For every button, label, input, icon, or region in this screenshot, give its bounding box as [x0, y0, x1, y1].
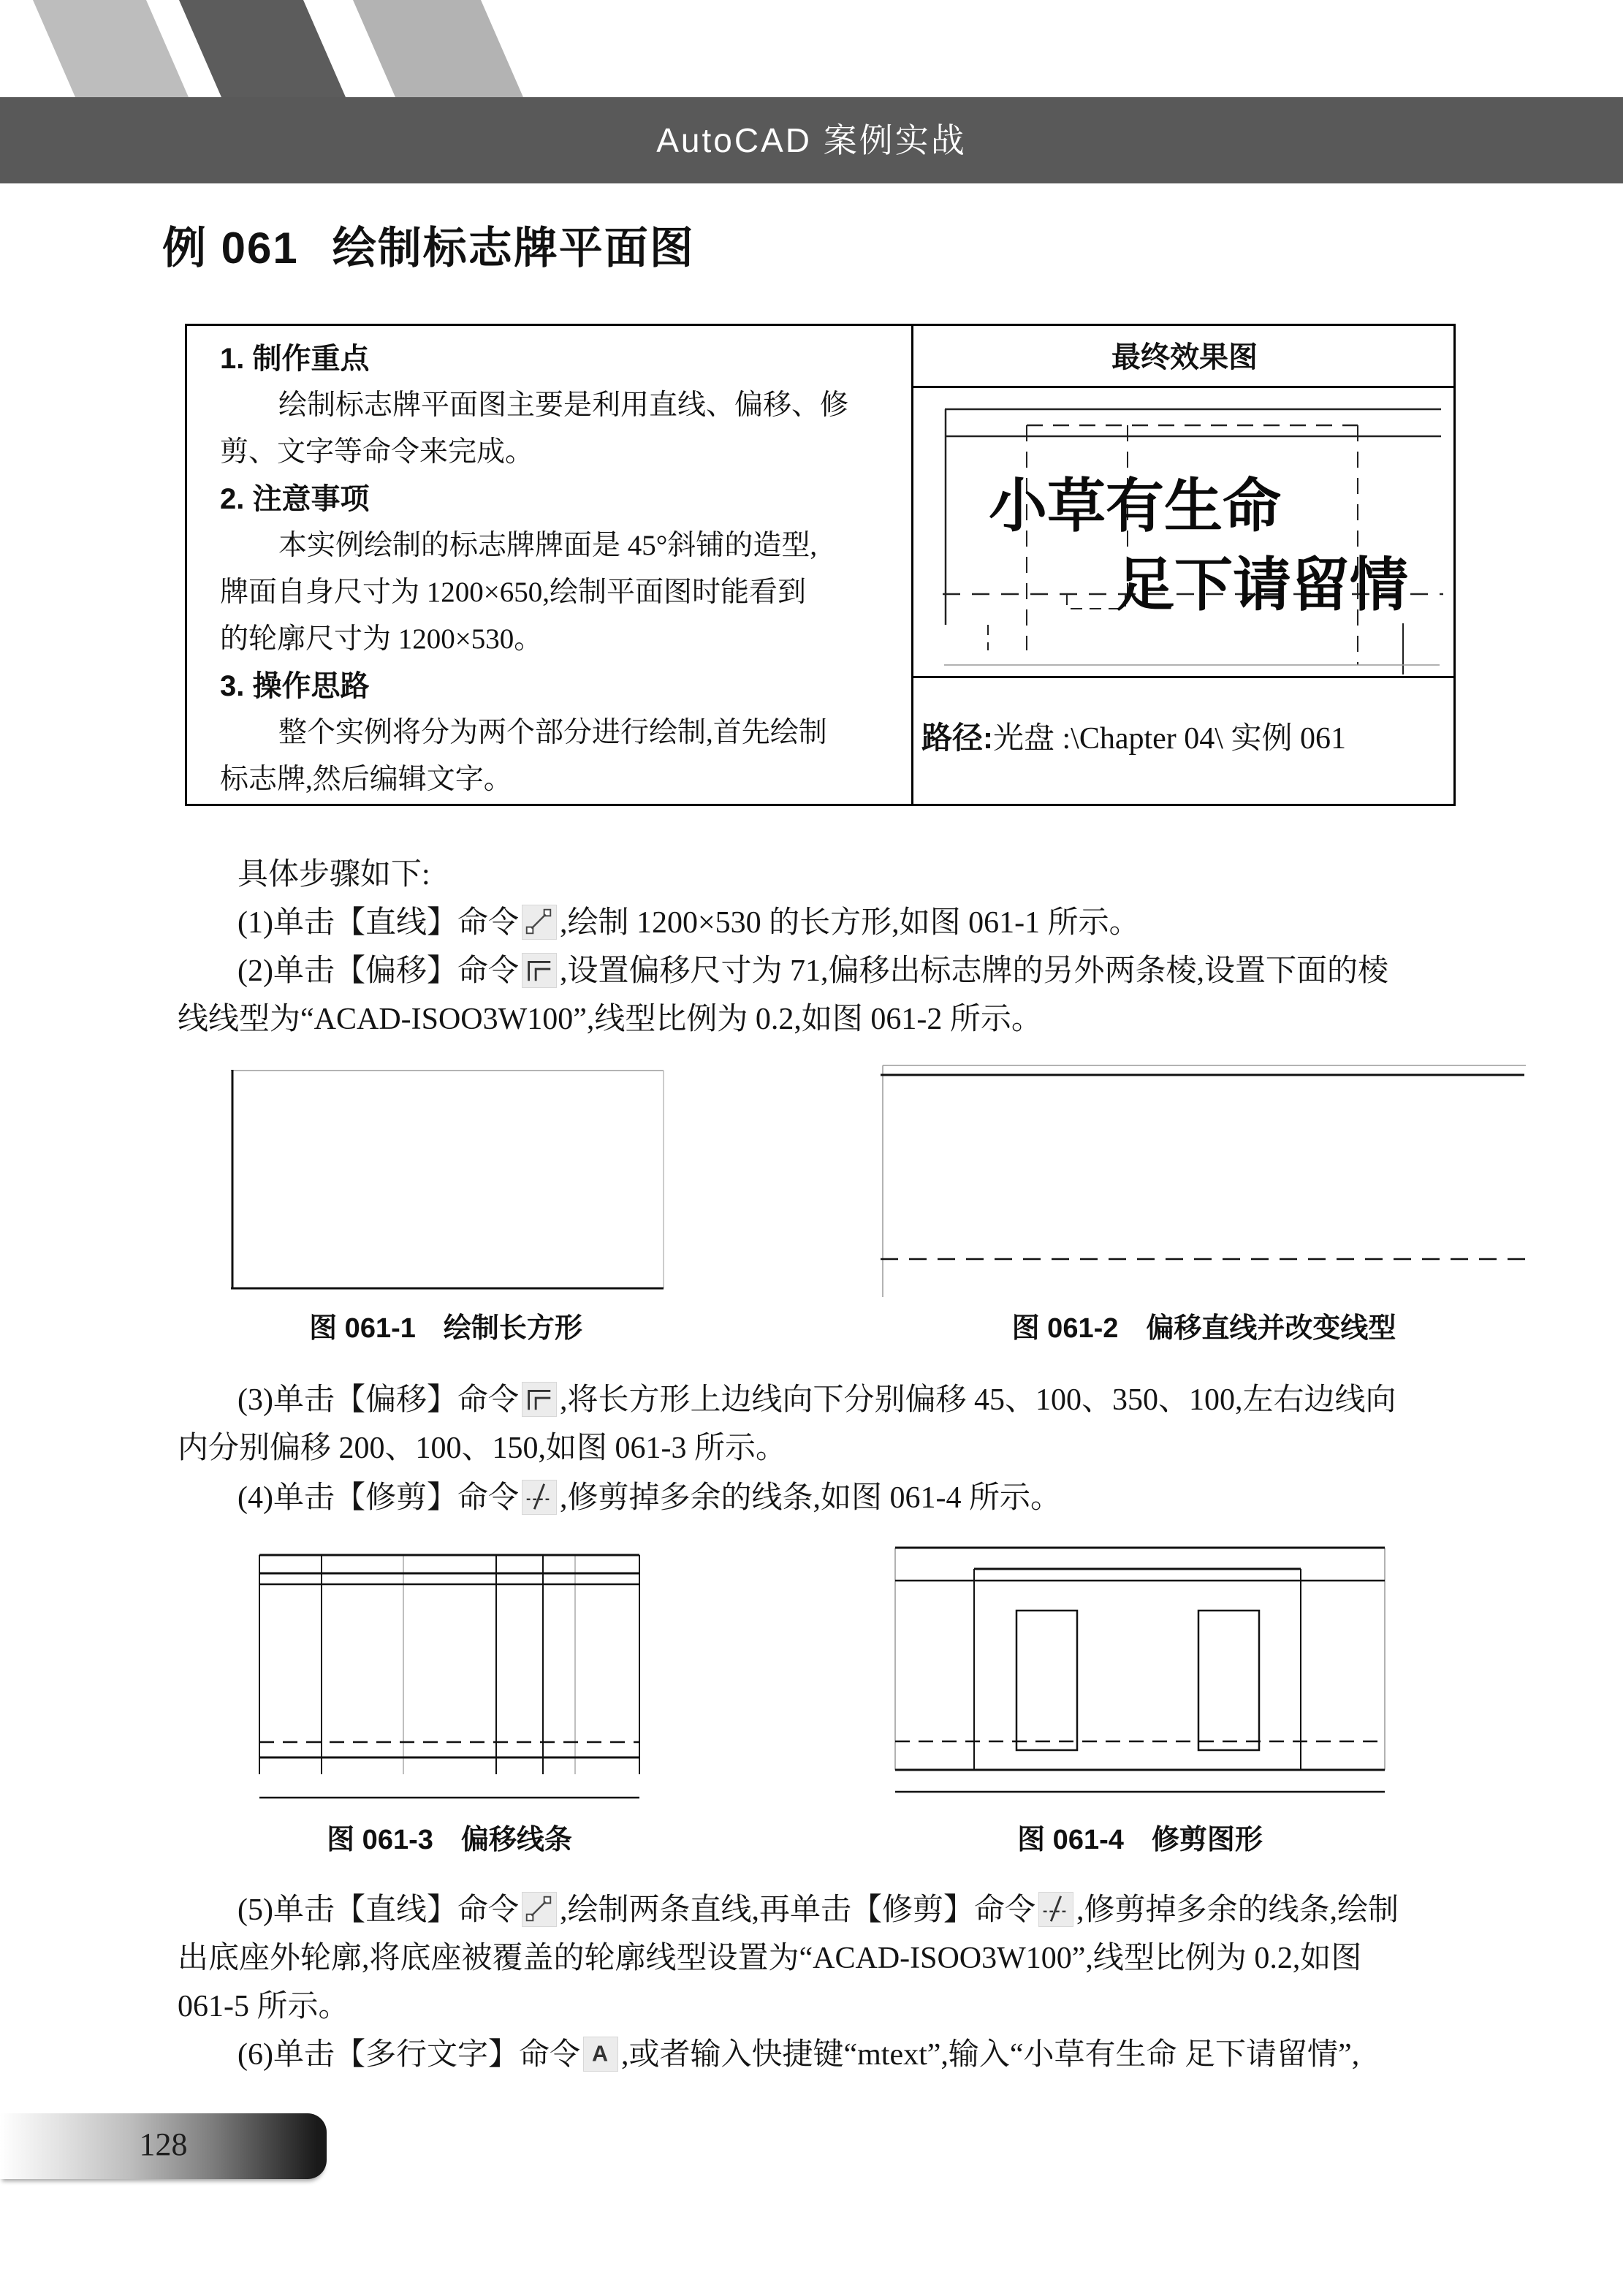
page-title-number: 例 061	[162, 224, 299, 273]
svg-text:A: A	[591, 2041, 609, 2067]
info-cell	[187, 335, 925, 803]
figure-061-4-drawing	[892, 1543, 1388, 1799]
path-label: 路径:	[921, 721, 993, 755]
step-line: (4)单击【修剪】命令 ,修剪掉多余的线条,如图 061-4 所示。	[237, 1481, 1061, 1515]
footer-page-bar	[0, 2113, 327, 2179]
figure-061-1-drawing	[219, 1060, 672, 1301]
step-line: (5)单击【直线】命令 ,绘制两条直线,再单击【修剪】命令 ,修剪掉多余的线条,绘制	[237, 1893, 1399, 1927]
step-line: (3)单击【偏移】命令 ,将长方形上边线向下分别偏移 45、100、350、100,左右边线向	[237, 1383, 1396, 1417]
figure-caption: 图 061-2 偏移直线并改变线型	[1011, 1313, 1396, 1344]
step-line: (2)单击【偏移】命令 ,设置偏移尺寸为 71,偏移出标志牌的另外两条棱,设置下面的棱	[237, 954, 1388, 988]
figure-061-2-drawing	[877, 1056, 1531, 1301]
section-text-line: 本实例绘制的标志牌牌面是 45°斜铺的造型,	[278, 530, 818, 561]
line-icon	[522, 905, 557, 940]
step-line: 出底座外轮廓,将底座被覆盖的轮廓线型设置为“ACAD-ISOO3W100”,线型比例为 0.2,如图	[178, 1942, 1362, 1975]
trim-icon	[522, 1480, 557, 1515]
offset-icon	[522, 953, 557, 988]
section-heading: 1. 制作重点	[220, 343, 370, 375]
section-heading: 2. 注意事项	[220, 483, 370, 515]
trim-icon	[1038, 1892, 1073, 1927]
steps-intro: 具体步骤如下:	[237, 858, 430, 892]
path-value: 光盘 :\Chapter 04\ 实例 061	[993, 722, 1346, 756]
step-line: 内分别偏移 200、100、150,如图 061-3 所示。	[178, 1432, 786, 1465]
sign-text-line2: 足下请留情	[1116, 552, 1408, 617]
figure-caption: 图 061-4 修剪图形	[1017, 1825, 1263, 1855]
step-line: 线线型为“ACAD-ISOO3W100”,线型比例为 0.2,如图 061-2 所示。	[178, 1003, 1042, 1036]
chapter-header-title: AutoCAD 案例实战	[656, 121, 967, 159]
page-title-text: 绘制标志牌平面图	[332, 224, 695, 273]
section-heading: 3. 操作思路	[220, 670, 370, 702]
section-text-line: 的轮廓尺寸为 1200×530。	[220, 623, 543, 655]
figure-caption: 图 061-3 偏移线条	[327, 1825, 572, 1855]
line-icon	[522, 1892, 557, 1927]
sign-text-line1: 小草有生命	[989, 474, 1281, 539]
step-line: (6)单击【多行文字】命令 A ,或者输入快捷键“mtext”,输入“小草有生命 足下请留情”,	[237, 2038, 1360, 2072]
figure-061-3-drawing	[256, 1548, 643, 1803]
page-title	[162, 213, 695, 276]
section-text-line: 标志牌,然后编辑文字。	[220, 764, 512, 795]
section-text-line: 牌面自身尺寸为 1200×650,绘制平面图时能看到	[220, 577, 806, 608]
chapter-header-bar	[0, 97, 1623, 183]
section-text-line: 整个实例将分为两个部分进行绘制,首先绘制	[278, 717, 827, 748]
result-header: 最终效果图	[1111, 341, 1258, 373]
offset-icon	[522, 1382, 557, 1417]
page-number: 128	[139, 2126, 188, 2162]
section-text-line: 剪、文字等命令来完成。	[220, 436, 534, 468]
figure-caption: 图 061-1 绘制长方形	[309, 1313, 582, 1344]
corner-stripes-decoration	[0, 0, 555, 97]
section-text-line: 绘制标志牌平面图主要是利用直线、偏移、修	[278, 389, 849, 421]
path-row	[911, 676, 1456, 806]
step-line: (1)单击【直线】命令 ,绘制 1200×530 的长方形,如图 061-1 所示。	[237, 906, 1140, 940]
mtext-icon	[583, 2037, 618, 2072]
step-line: 061-5 所示。	[178, 1990, 349, 2023]
